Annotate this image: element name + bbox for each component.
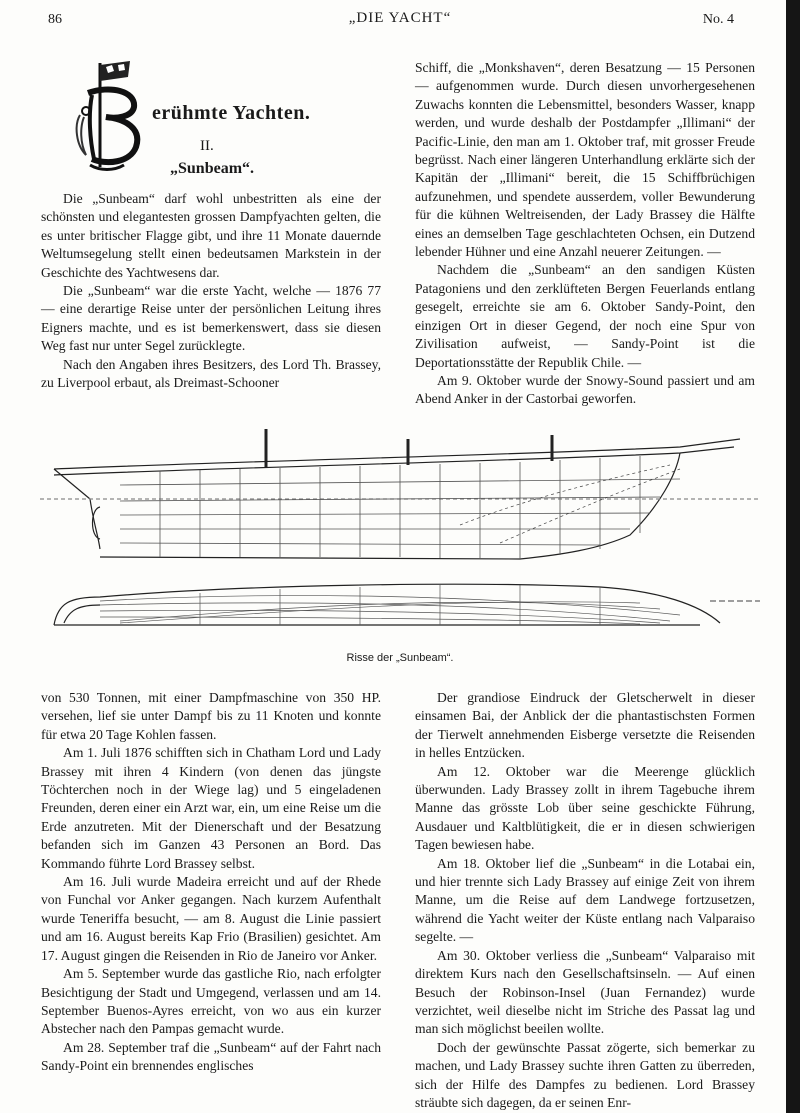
paragraph: Am 1. Juli 1876 schifften sich in Chatham Lord und Lady Brassey mit ihren 4 Kindern (von denen das jüngste Töchterchen noch in der Wiege lag) und 5 eingeladenen Freunden, deren einer ein Arzt war, ein, um eine Reise um die Erde anzutreten. Mit der Dienerschaft und der Besatzung befanden sich im Ganzen 43 Personen an Bord. Das Kommando führte Lord Brassey selbst. — [41, 745, 381, 871]
paragraph: Die „Sunbeam“ darf wohl unbestritten als eine der schönsten und elegantesten grossen Dampfyachten gelten, die es unter britischer Flagge gibt, und ihre 11 Monate dauernde Weltumsegelung stellt einen bedeutsamen Markstein in der Geschichte des Yachtwesens dar. — [41, 191, 381, 280]
paragraph: Nach den Angaben ihres Besitzers, des Lord Th. Brassey, zu Liverpool erbaut, als Dreimast-Schooner — [41, 356, 381, 391]
scan-edge — [786, 0, 800, 1113]
paragraph: Am 16. Juli wurde Madeira erreicht und auf der Rhede von Funchal vor Anker gegangen. Nach kurzem Aufenthalt wurde Teneriffa besucht, — am 8. August die Linie passiert und am 16. August bereits Kap Frio (Brasilien) gesichtet. Am 17. August gingen die Reisenden in Rio de Janeiro vor Anker. — [41, 874, 381, 963]
paragraph: Doch der gewünschte Passat zögerte, sich bemerkar zu machen, und Lady Brassey suchte ihren Gatten zu überreden, sich der Hilfe des Dampfes zu bedienen. Lord Brassey sträubte sich dagegen, da er seinen Enr- — [415, 1039, 755, 1110]
paragraph: Schiff, die „Monkshaven“, deren Besatzung — 15 Personen — aufgenommen wurde. Durch diesen unvorhergesehenen Zuwachs konnten die Lebensmittel, besonders Wasser, knapp werden, und wurde deshalb der Postdampfer „Illimani“ der Pacific-Linie, den man am 1. Oktober traf, mit grosser Freude begrüsst. Nach einer längeren Unterhandlung erklärte sich der Kapitän der „Illimani“ bereit, die 15 Schiffbrüchigen aufzunehmen, und spendete ausserdem, voller Bewunderung für die kühnen Weltreisenden, der Lady Brassey die Hälfte eines an demselben Tage geschlachteten Ochsen, ein Dutzend lebender Hühner und eine Anzahl neuerer Zeitungen. — — [415, 60, 755, 260]
article-subtitle: „Sunbeam“. — [170, 160, 255, 177]
issue-number: No. 4 — [702, 12, 734, 27]
column-bottom-right — [415, 689, 755, 1112]
column-top-right — [415, 59, 755, 409]
paragraph: Am 9. Oktober wurde der Snowy-Sound passiert und am Abend Anker in der Castorbai geworfen. — [415, 372, 755, 407]
article-part-number: II. — [200, 138, 214, 154]
paragraph: Am 12. Oktober war die Meerenge glücklich überwunden. Lady Brassey zollt in ihrem Tagebuche ihrem Manne das grösste Lob über seine geschickte Führung, Ausdauer und Kaltblütigkeit, die er in diesen schwierigen Tagen bewiesen habe. — [415, 763, 755, 853]
ship-plans-drawing — [40, 425, 760, 665]
paragraph: Am 18. Oktober lief die „Sunbeam“ in die Lotabai ein, und hier trennte sich Lady Brassey auf einige Zeit von ihrem Manne, um die Reise auf dem Landwege fortzusetzen, während die Yacht weiter der Küste entlang nach Valparaiso segelte. — — [415, 855, 755, 945]
paragraph: Am 30. Oktober verliess die „Sunbeam“ Valparaiso mit direktem Kurs nach den Gesellschaftsinseln. — Auf einen Besuch der Robinson-Insel (Juan Fernandez) wurde verzichtet, weil dieselbe nicht im Striche des Passat lag und man sich möglichst beeilen wollte. — [415, 947, 755, 1037]
decorative-initial-b-icon — [70, 55, 150, 175]
article-heading — [70, 55, 390, 185]
paragraph: Der grandiose Eindruck der Gletscherwelt in dieser einsamen Bai, der Anblick der die phantastischsten Formen der Tierwelt annehmenden Eisberge versetzte die Reisenden in helles Entzücken. — [415, 690, 755, 761]
page-number: 86 — [48, 12, 62, 27]
paragraph: von 530 Tonnen, mit einer Dampfmaschine von 350 HP. versehen, lief sie unter Dampf bis zu 11 Knoten und konnte für etwa 20 Tage Kohlen fassen. — [41, 690, 381, 742]
column-top-left — [41, 190, 381, 392]
paragraph: Die „Sunbeam“ war die erste Yacht, welche — 1876 77 — eine derartige Reise unter der persönlichen Leitung ihres Eigners machte, und es ist bemerkenswert, dass sie diesen Weg fast nur unter Segel zurücklegte. — [41, 283, 381, 354]
paragraph: Nachdem die „Sunbeam“ an den sandigen Küsten Patagoniens und den zerklüfteten Bergen Feuerlands entlang gesegelt, erreichte sie am 6. Oktober Sandy-Point, den einzigen Ort in dieser Gegend, der noch eine Spur von Zivilisation aufweist, — Sandy-Point ist die Deportationsstätte der Republik Chile. — — [415, 262, 755, 370]
page-header — [0, 8, 800, 32]
paragraph: Am 28. September traf die „Sunbeam“ auf der Fahrt nach Sandy-Point ein brennendes englisches — [41, 1039, 381, 1074]
column-bottom-left — [41, 689, 381, 1076]
article-title: erühmte Yachten. — [152, 102, 311, 124]
running-title: „DIE YACHT“ — [348, 10, 452, 26]
paragraph: Am 5. September wurde das gastliche Rio, nach erfolgter Besichtigung der Stadt und Umgegend, verlassen und am 14. September Buenos-Ayres erreicht, von wo aus ein kurzer Abstecher nach den Pampas gemacht wurde. — [41, 966, 381, 1037]
figure-caption: Risse der „Sunbeam“. — [346, 652, 454, 664]
